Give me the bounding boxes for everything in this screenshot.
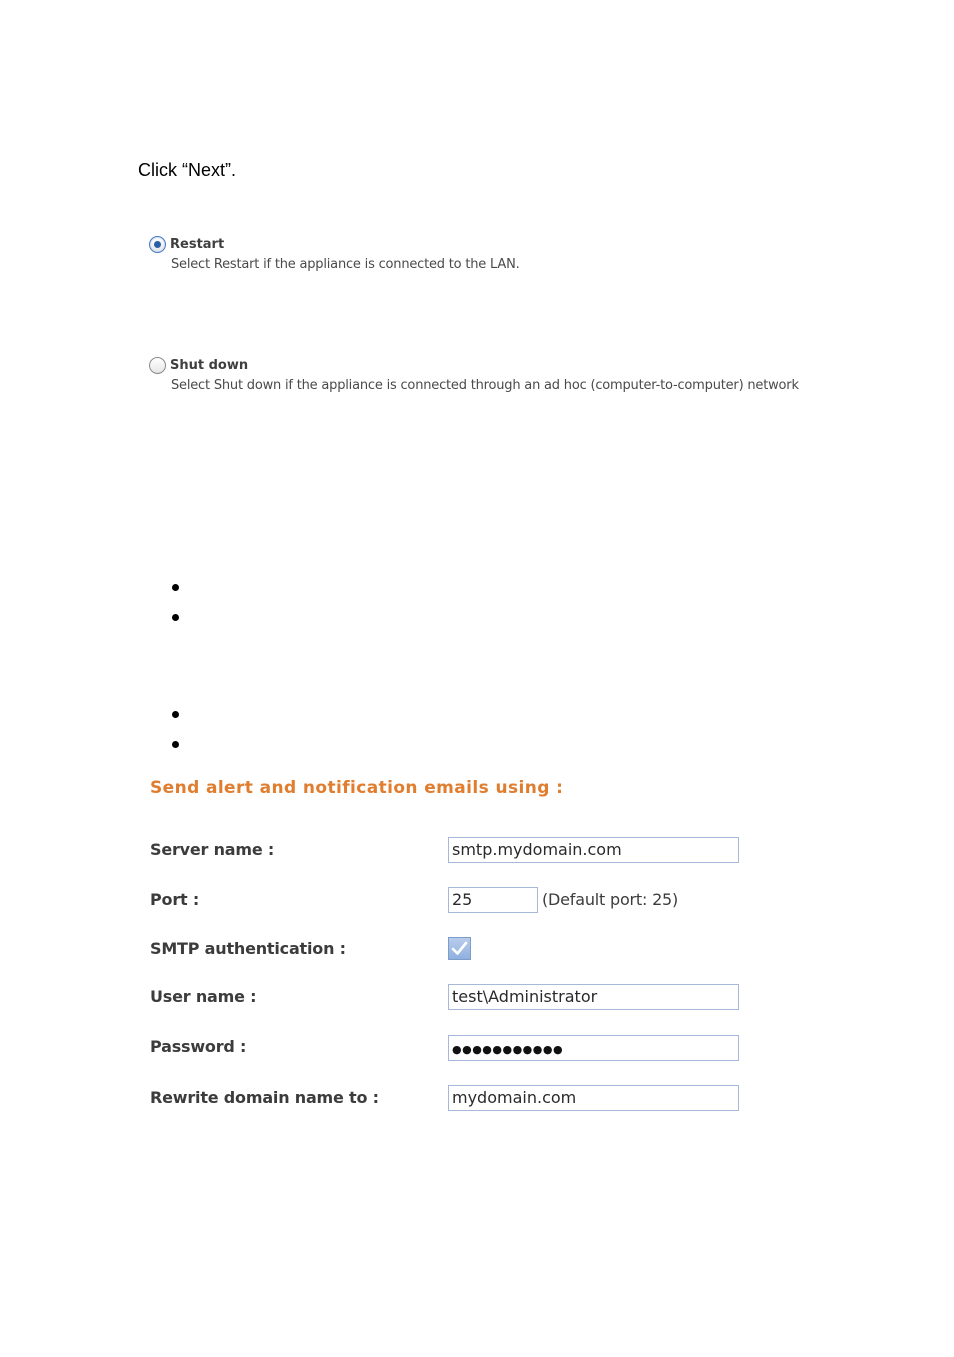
port-default-hint: (Default port: 25) [542, 890, 679, 909]
smtp-auth-label: SMTP authentication : [150, 939, 346, 958]
smtp-auth-checkbox[interactable] [448, 937, 471, 960]
user-name-label: User name : [150, 987, 257, 1006]
bullet-point [172, 614, 179, 621]
rewrite-domain-input[interactable]: mydomain.com [448, 1085, 739, 1111]
port-label: Port : [150, 890, 200, 909]
shutdown-description: Select Shut down if the appliance is connected through an ad hoc (computer-to-computer) network [171, 378, 799, 393]
user-name-input[interactable]: test\Administrator [448, 984, 739, 1010]
bullet-point [172, 584, 179, 591]
shutdown-radio[interactable] [149, 357, 166, 374]
restart-description: Select Restart if the appliance is connected to the LAN. [171, 257, 520, 272]
shutdown-option[interactable] [149, 355, 799, 393]
restart-option[interactable] [149, 234, 520, 272]
port-input[interactable]: 25 [448, 887, 538, 913]
checkmark-icon [450, 939, 469, 958]
server-name-input[interactable]: smtp.mydomain.com [448, 837, 739, 863]
restart-radio[interactable] [149, 236, 166, 253]
restart-label[interactable]: Restart [170, 236, 225, 252]
server-name-label: Server name : [150, 840, 275, 859]
bullet-point [172, 711, 179, 718]
password-mask: ●●●●●●●●●●● [452, 1043, 564, 1056]
password-input[interactable] [448, 1035, 739, 1061]
smtp-form-heading: Send alert and notification emails using : [150, 778, 564, 798]
rewrite-domain-label: Rewrite domain name to : [150, 1088, 379, 1107]
instruction-text: Click “Next”. [138, 160, 236, 180]
password-label: Password : [150, 1037, 247, 1056]
bullet-point [172, 741, 179, 748]
shutdown-label[interactable]: Shut down [170, 357, 249, 373]
